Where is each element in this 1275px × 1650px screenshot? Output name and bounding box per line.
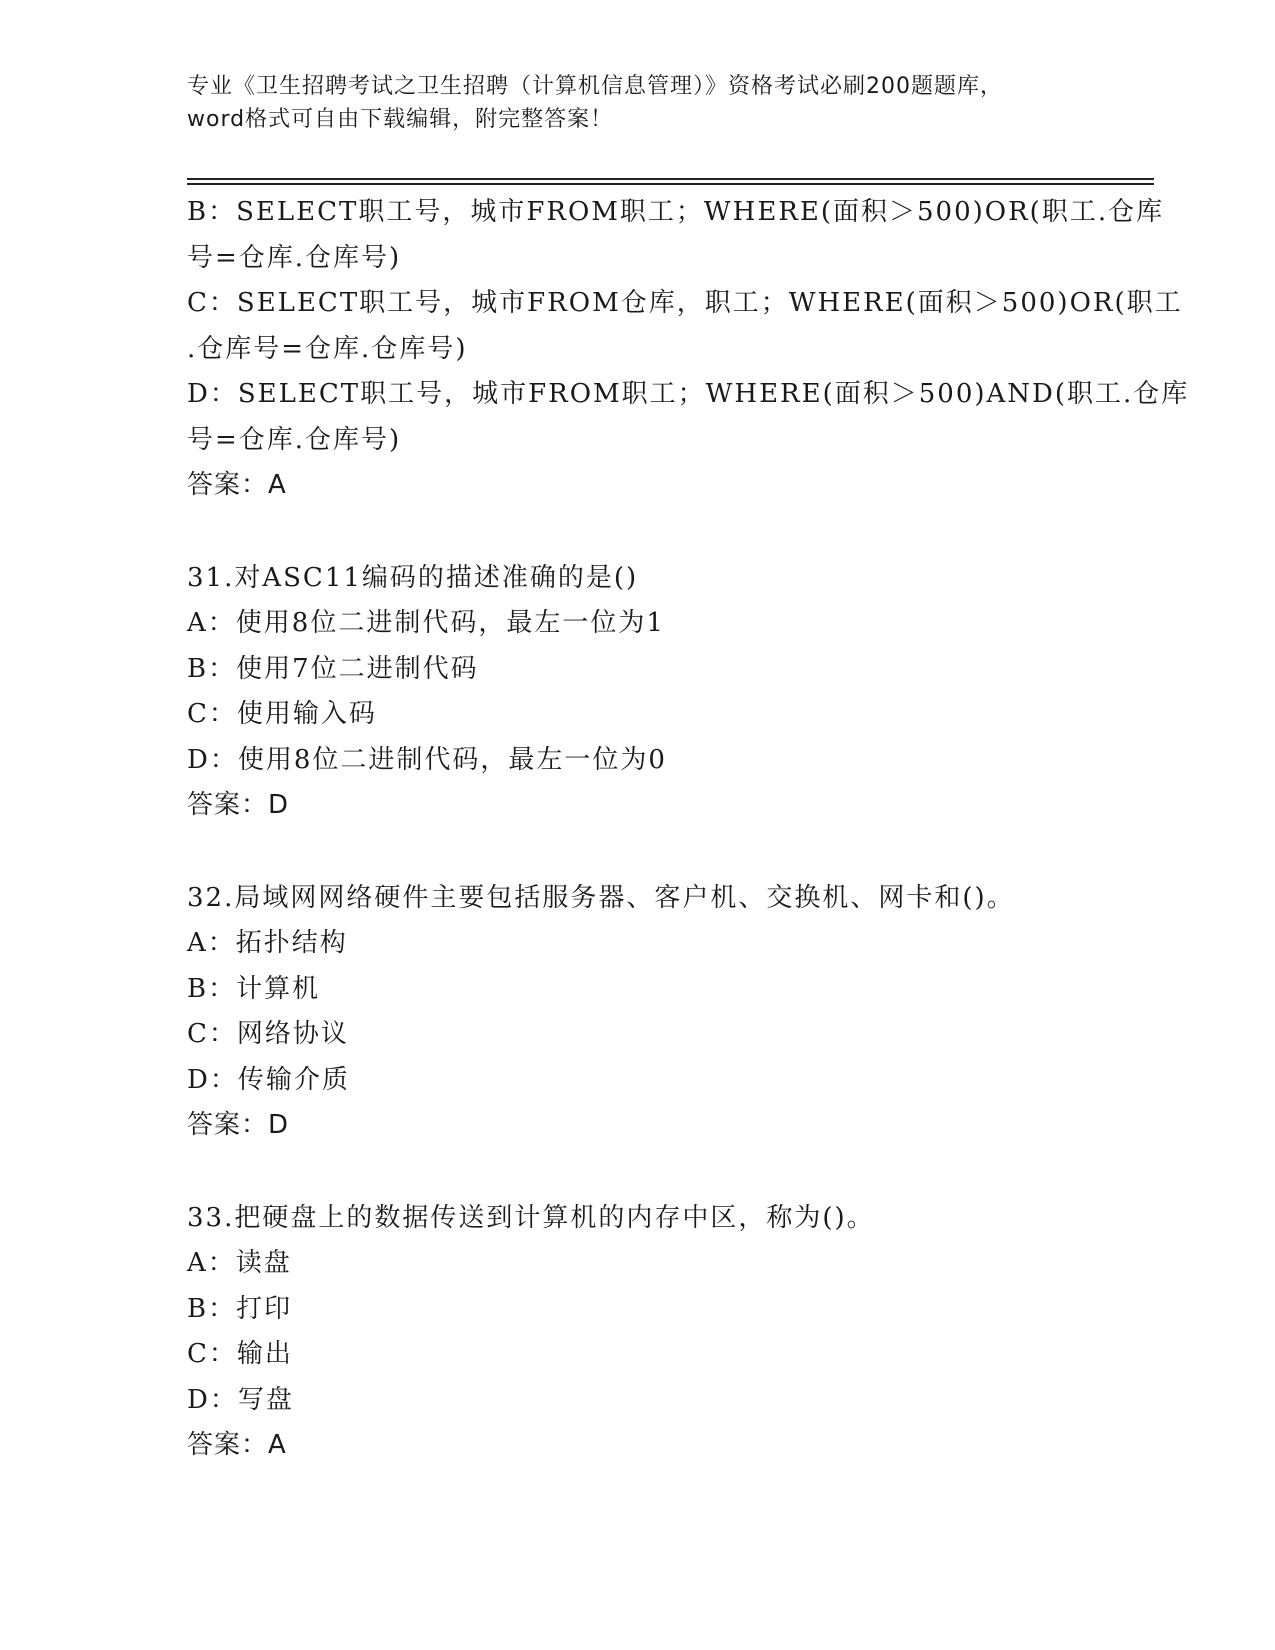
question-stem: 32.局域网网络硬件主要包括服务器、客户机、交换机、网卡和()。 xyxy=(187,882,1015,913)
answer: 答案：A xyxy=(187,470,287,500)
option-d: D：使用8位二进制代码，最左一位为0 xyxy=(187,744,667,775)
option-b-line-2: 号=仓库.仓库号) xyxy=(187,242,402,273)
question-33 xyxy=(187,1196,1087,1469)
question-30-tail xyxy=(187,190,1190,509)
option-a: A：读盘 xyxy=(187,1248,292,1278)
option-a: A：使用8位二进制代码，最左一位为1 xyxy=(187,608,665,638)
question-31 xyxy=(187,556,1087,829)
option-c: C：使用输入码 xyxy=(187,699,377,729)
header-divider-bottom xyxy=(187,183,1154,185)
option-c: C：输出 xyxy=(187,1339,293,1369)
question-stem: 31.对ASC11编码的描述准确的是() xyxy=(187,562,639,593)
header-line-2: word格式可自由下载编辑，附完整答案！ xyxy=(187,107,614,132)
option-c-line-2: .仓库号=仓库.仓库号) xyxy=(187,333,468,364)
question-list xyxy=(187,190,1190,1469)
question-32 xyxy=(187,876,1087,1149)
answer: 答案：D xyxy=(187,790,290,820)
answer: 答案：A xyxy=(187,1430,287,1460)
option-a: A：拓扑结构 xyxy=(187,928,348,958)
option-c-line-1: C：SELECT职工号，城市FROM仓库，职工；WHERE(面积＞500)OR(职工 xyxy=(187,288,1183,318)
option-b: B：计算机 xyxy=(187,973,321,1004)
header-divider-top xyxy=(187,178,1154,180)
option-d: D：写盘 xyxy=(187,1384,294,1415)
option-d: D：传输介质 xyxy=(187,1064,350,1095)
document-header xyxy=(187,70,1087,136)
option-b: B：使用7位二进制代码 xyxy=(187,653,479,684)
header-line-1: 专业《卫生招聘考试之卫生招聘（计算机信息管理）》资格考试必刷200题题库， xyxy=(187,74,1003,99)
option-c: C：网络协议 xyxy=(187,1019,349,1049)
option-b-line-1: B：SELECT职工号，城市FROM职工；WHERE(面积＞500)OR(职工.仓库 xyxy=(187,197,1165,227)
option-b: B：打印 xyxy=(187,1293,293,1324)
option-d-line-1: D：SELECT职工号，城市FROM职工；WHERE(面积＞500)AND(职工.仓库 xyxy=(187,379,1190,409)
option-d-line-2: 号=仓库.仓库号) xyxy=(187,424,402,455)
question-stem: 33.把硬盘上的数据传送到计算机的内存中区，称为()。 xyxy=(187,1202,875,1233)
answer: 答案：D xyxy=(187,1110,290,1140)
